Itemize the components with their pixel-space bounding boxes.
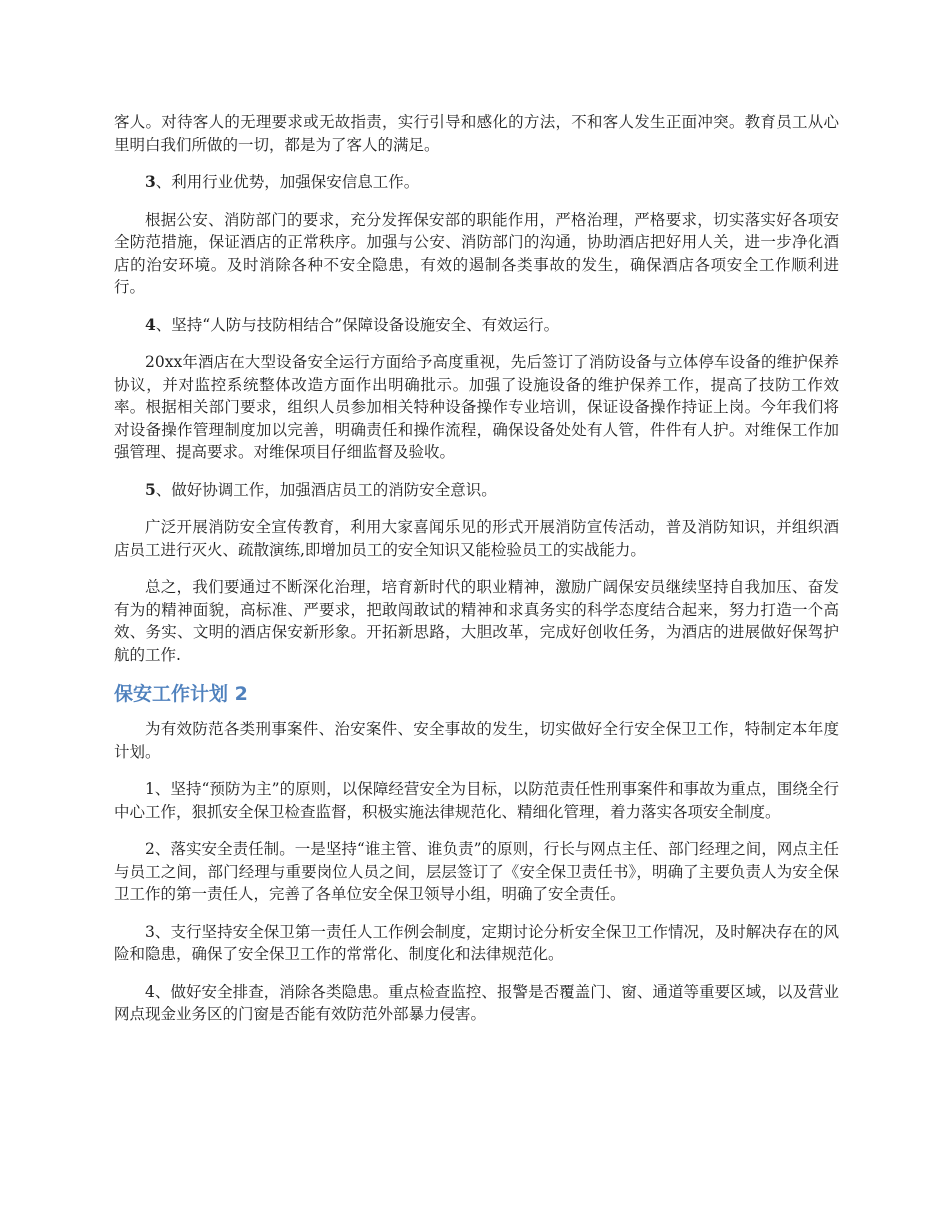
item-3-text: 、利用行业优势，加强保安信息工作。 bbox=[155, 173, 420, 191]
item-3-heading bbox=[114, 171, 839, 194]
item-5-heading bbox=[114, 479, 839, 502]
item-5-paragraph: 广泛开展消防安全宣传教育，利用大家喜闻乐见的形式开展消防宣传活动，普及消防知识，并组织酒店员工进行灭火、疏散演练,即增加员工的安全知识又能检验员工的实战能力。 bbox=[114, 518, 839, 559]
section-2-point-2: 2、落实安全责任制。一是坚持“谁主管、谁负责”的原则，行长与网点主任、部门经理之间，网点主任与员工之间，部门经理与重要岗位人员之间，层层签订了《安全保卫责任书》，明确了主要负责人为安全保卫工作的第一责任人，完善了各单位安全保卫领导小组，明确了安全责任。 bbox=[114, 840, 839, 903]
conclusion-paragraph: 总之，我们要通过不断深化治理，培育新时代的职业精神，激励广阔保安员继续坚持自我加压、奋发有为的精神面貌，高标准、严要求，把敢闯敢试的精神和求真务实的科学态度结合起来，努力打造一个高效、务实、文明的酒店保安新形象。开拓新思路，大胆改革，完成好创收任务，为酒店的进展做好保驾护航的工作. bbox=[114, 578, 839, 664]
section-2-intro: 为有效防范各类刑事案件、治安案件、安全事故的发生，切实做好全行安全保卫工作，特制定本年度计划。 bbox=[114, 720, 839, 761]
item-3-number: 3 bbox=[145, 172, 156, 191]
item-3-paragraph: 根据公安、消防部门的要求，充分发挥保安部的职能作用，严格治理，严格要求，切实落实好各项安全防范措施，保证酒店的正常秩序。加强与公安、消防部门的沟通，协助酒店把好用人关，进一步净化酒店的治安环境。及时消除各种不安全隐患，有效的遏制各类事故的发生，确保酒店各项安全工作顺利进行。 bbox=[114, 210, 839, 296]
item-4-heading bbox=[114, 314, 839, 337]
item-4-text: 、坚持“人防与技防相结合”保障设备设施安全、有效运行。 bbox=[155, 315, 560, 334]
section-2-point-1: 1、坚持“预防为主”的原则，以保障经营安全为目标，以防范责任性刑事案件和事故为重点，围绕全行中心工作，狠抓安全保卫检查监督，积极实施法律规范化、精细化管理，着力落实各项安全制度。 bbox=[114, 780, 839, 821]
intro-paragraph: 客人。对待客人的无理要求或无故指责，实行引导和感化的方法，不和客人发生正面冲突。教育员工从心里明白我们所做的一切，都是为了客人的满足。 bbox=[114, 113, 839, 154]
section-2-point-3: 3、支行坚持安全保卫第一责任人工作例会制度，定期讨论分析安全保卫工作情况，及时解决存在的风险和隐患，确保了安全保卫工作的常常化、制度化和法律规范化。 bbox=[114, 922, 839, 963]
item-4-number: 4 bbox=[145, 314, 156, 334]
item-4-paragraph: 20xx年酒店在大型设备安全运行方面给予高度重视，先后签订了消防设备与立体停车设备的维护保养协议，并对监控系统整体改造方面作出明确批示。加强了设施设备的维护保养工作，提高了技防工作效率。根据相关部门要求，组织人员参加相关特种设备操作专业培训，保证设备操作持证上岗。今年我们将对设备操作管理制度加以完善，明确责任和操作流程，确保设备处处有人管，件件有人护。对维保工作加强管理、提高要求。对维保项目仔细监督及验收。 bbox=[114, 353, 839, 461]
section-2-point-4: 4、做好安全排查，消除各类隐患。重点检查监控、报警是否覆盖门、窗、通道等重要区域，以及营业网点现金业务区的门窗是否能有效防范外部暴力侵害。 bbox=[114, 982, 839, 1023]
item-5-number: 5 bbox=[145, 479, 156, 499]
document-page bbox=[114, 111, 839, 1041]
item-5-text: 、做好协调工作，加强酒店员工的消防安全意识。 bbox=[155, 480, 497, 499]
section-2-title: 保安工作计划 2 bbox=[114, 683, 248, 705]
